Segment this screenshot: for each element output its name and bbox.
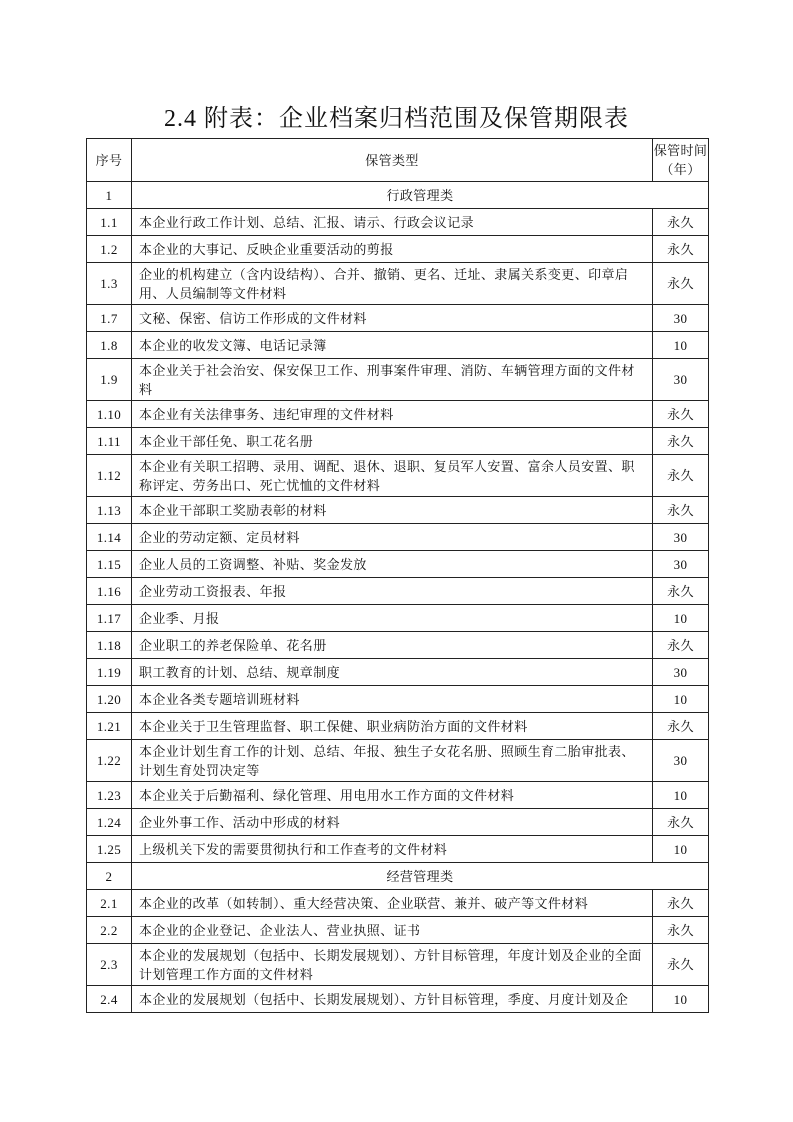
row-period: 10	[653, 332, 709, 359]
row-number: 1.9	[87, 359, 132, 401]
row-period: 30	[653, 659, 709, 686]
row-period: 永久	[653, 713, 709, 740]
row-period: 永久	[653, 497, 709, 524]
row-period: 10	[653, 686, 709, 713]
table-row	[87, 236, 709, 263]
row-description: 本企业有关职工招聘、录用、调配、退休、退职、复员军人安置、富余人员安置、职称评定、劳务出口、死亡忧恤的文件材料	[132, 455, 653, 497]
row-period: 永久	[653, 809, 709, 836]
row-description: 本企业的发展规划（包括中、长期发展规划）、方针目标管理，年度计划及企业的全面计划管理工作方面的文件材料	[132, 944, 653, 986]
row-period: 永久	[653, 263, 709, 305]
row-period: 10	[653, 986, 709, 1013]
row-period: 30	[653, 524, 709, 551]
row-number: 1.24	[87, 809, 132, 836]
table-row	[87, 332, 709, 359]
row-number: 1.3	[87, 263, 132, 305]
row-number: 1.2	[87, 236, 132, 263]
row-number: 1.12	[87, 455, 132, 497]
row-description: 企业劳动工资报表、年报	[132, 578, 653, 605]
row-description: 本企业的大事记、反映企业重要活动的剪报	[132, 236, 653, 263]
row-description: 企业的劳动定额、定员材料	[132, 524, 653, 551]
row-period: 永久	[653, 917, 709, 944]
table-row	[87, 686, 709, 713]
table-row	[87, 605, 709, 632]
row-period: 10	[653, 605, 709, 632]
row-number: 2.1	[87, 890, 132, 917]
category-title: 经营管理类	[132, 863, 709, 890]
row-number: 1.16	[87, 578, 132, 605]
row-description: 本企业关于卫生管理监督、职工保健、职业病防治方面的文件材料	[132, 713, 653, 740]
table-row	[87, 659, 709, 686]
row-period: 30	[653, 740, 709, 782]
row-description: 本企业关于后勤福利、绿化管理、用电用水工作方面的文件材料	[132, 782, 653, 809]
row-number: 1.10	[87, 401, 132, 428]
row-description: 本企业的改革（如转制）、重大经营决策、企业联营、兼并、破产等文件材料	[132, 890, 653, 917]
row-number: 1	[87, 182, 132, 209]
row-description: 上级机关下发的需要贯彻执行和工作查考的文件材料	[132, 836, 653, 863]
row-description: 企业外事工作、活动中形成的材料	[132, 809, 653, 836]
retention-table	[86, 138, 709, 1013]
table-row	[87, 944, 709, 986]
row-period: 永久	[653, 455, 709, 497]
table-row	[87, 632, 709, 659]
table-row	[87, 497, 709, 524]
row-period: 30	[653, 305, 709, 332]
row-description: 企业的机构建立（含内设结构）、合并、撤销、更名、迁址、隶属关系变更、印章启用、人员编制等文件材料	[132, 263, 653, 305]
table-row	[87, 524, 709, 551]
header-period: 保管时间（年）	[653, 139, 709, 182]
row-period: 永久	[653, 944, 709, 986]
table-row	[87, 782, 709, 809]
row-description: 企业职工的养老保险单、花名册	[132, 632, 653, 659]
row-number: 1.13	[87, 497, 132, 524]
row-number: 2.2	[87, 917, 132, 944]
page-title: 2.4 附表：企业档案归档范围及保管期限表	[164, 106, 629, 132]
row-number: 1.21	[87, 713, 132, 740]
row-description: 文秘、保密、信访工作形成的文件材料	[132, 305, 653, 332]
table-row	[87, 305, 709, 332]
row-period: 30	[653, 551, 709, 578]
row-description: 本企业干部任免、职工花名册	[132, 428, 653, 455]
row-number: 1.22	[87, 740, 132, 782]
row-description: 企业人员的工资调整、补贴、奖金发放	[132, 551, 653, 578]
category-row	[87, 182, 709, 209]
row-description: 职工教育的计划、总结、规章制度	[132, 659, 653, 686]
table-row	[87, 551, 709, 578]
table-row	[87, 401, 709, 428]
table-row	[87, 836, 709, 863]
category-row	[87, 863, 709, 890]
row-number: 2	[87, 863, 132, 890]
row-number: 1.19	[87, 659, 132, 686]
row-description: 本企业的企业登记、企业法人、营业执照、证书	[132, 917, 653, 944]
row-period: 10	[653, 836, 709, 863]
row-number: 1.25	[87, 836, 132, 863]
row-period: 永久	[653, 401, 709, 428]
row-description: 本企业行政工作计划、总结、汇报、请示、行政会议记录	[132, 209, 653, 236]
row-description: 企业季、月报	[132, 605, 653, 632]
table-row	[87, 578, 709, 605]
row-number: 1.11	[87, 428, 132, 455]
row-number: 1.7	[87, 305, 132, 332]
row-period: 永久	[653, 428, 709, 455]
category-title: 行政管理类	[132, 182, 709, 209]
row-period: 永久	[653, 632, 709, 659]
row-period: 10	[653, 782, 709, 809]
table-row	[87, 890, 709, 917]
table-row	[87, 359, 709, 401]
row-number: 1.20	[87, 686, 132, 713]
table-row	[87, 209, 709, 236]
table-row	[87, 713, 709, 740]
table-row	[87, 428, 709, 455]
table-row	[87, 917, 709, 944]
table-row	[87, 986, 709, 1013]
row-number: 1.17	[87, 605, 132, 632]
row-description: 本企业干部职工奖励表彰的材料	[132, 497, 653, 524]
row-number: 2.4	[87, 986, 132, 1013]
row-description: 本企业有关法律事务、违纪审理的文件材料	[132, 401, 653, 428]
table-row	[87, 740, 709, 782]
row-number: 1.8	[87, 332, 132, 359]
row-period: 永久	[653, 236, 709, 263]
table-header-row	[87, 139, 709, 182]
header-no: 序号	[87, 139, 132, 182]
row-period: 永久	[653, 578, 709, 605]
row-description: 本企业计划生育工作的计划、总结、年报、独生子女花名册、照顾生育二胎审批表、计划生育处罚决定等	[132, 740, 653, 782]
row-number: 1.23	[87, 782, 132, 809]
row-description: 本企业的发展规划（包括中、长期发展规划）、方针目标管理，季度、月度计划及企	[132, 986, 653, 1013]
table-row	[87, 809, 709, 836]
row-number: 1.14	[87, 524, 132, 551]
row-period: 永久	[653, 209, 709, 236]
row-number: 2.3	[87, 944, 132, 986]
row-description: 本企业的收发文簿、电话记录簿	[132, 332, 653, 359]
table-row	[87, 263, 709, 305]
table-row	[87, 455, 709, 497]
row-period: 30	[653, 359, 709, 401]
row-number: 1.1	[87, 209, 132, 236]
row-description: 本企业关于社会治安、保安保卫工作、刑事案件审理、消防、车辆管理方面的文件材料	[132, 359, 653, 401]
header-type: 保管类型	[132, 139, 653, 182]
row-period: 永久	[653, 890, 709, 917]
row-number: 1.15	[87, 551, 132, 578]
row-description: 本企业各类专题培训班材料	[132, 686, 653, 713]
row-number: 1.18	[87, 632, 132, 659]
